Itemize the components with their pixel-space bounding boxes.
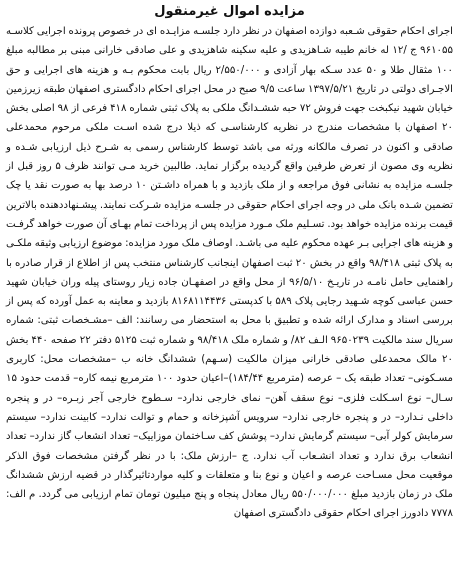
notice-title: مزایده اموال غیرمنقول (154, 4, 305, 19)
notice-body: اجرای احکام حقوقی شـعبه دوازده اصفهان در نظر دارد جلسـه مزایـده ای در خصوص پرونده اجرایی کلاسـه ۹۶۱۰۵۵ ج /۱۲ له خانم طیبه شـاهزیدی و علیه سکینه شاهزیدی و علی صادقی خارانی مبنی بر مطالبه مبلغ ۱۰۰ مثقال طلا و ۵۰ عدد سـکه بهار آزادی و ۲/۵۵۰/۰۰۰ ریال بابت محکوم بـه و هزینه های اجرایی و حق الاجـرای دولتی در تاریخ ۱۳۹۷/۵/۲۱ ساعت ۹/۵ صبح در محل اجرای احکام دادگستری اصفهان طبقه زیرزمین خیابان شهید نیکبخت جهت فروش ۷۲ حبه ششـدانگ ملکی به پلاک ثبتی شماره ۴۱۸ فرعی از ۹۸ اصلی بخش ۲۰ اصفهان با مشخصات مندرج در نظریه کارشناسـی که ذیلا درج شده اسـت ملکی مرحوم محمدعلی صادقی و اکنون در تصرف مالکانه ورثه می باشد توسط کارشناس رسمی به شـرح ذیل ارزیابی شـده و نظریه وی مصون از تعرض طرفین واقع گردیده برگزار نماید. طالبین خرید مـی توانند ظرف ۵ روز قبل از جلسـه مزایده به نشانی فوق مراجعه و از ملک بازدید و با همراه داشـتن ۱۰ درصد بها به صورت نقد یا چک تضمین شـده بانک ملی در وجه اجرای احکام حقوقی در جلسـه مزایده شـرکت نمایند. پیشـنهاددهنده بالاترین قیمت برنده مزایده خواهد بود. تسـلیم ملک مـورد مزایده پس از پرداخت تمام بهـای آن صورت خواهد گرفـت و هزینه های اجرایی بـر عهده محکوم علیه می باشـد. اوصاف ملک مورد مزایده: موضوع ارزیابی وثیقه ملکـی به پلاک ثبتی ۹۸/۴۱۸ واقع در بخش ۲۰ ثبت اصفهان اینجانب کارشناس منتخب پس از اطلاع از قرار صادره با راهنمایی حامل نامـه در تاریـخ ۹۶/۵/۱۰ از محل واقع در اصفهـان جاده زیار روستای پیله وران خیابان شهید حسن عباسی کوچه شـهید رجایی پلاک ۵۸۹ با کدپستی ۸۱۶۸۱۱۴۴۳۶ بازدید و معاینه به عمل آورده که پس از بررسی اسناد و مدارک ارائه شده و تطبیق با محل به استحضار می رسانند: الف –مشـخصات ثبتی: شماره سریال سند مالکیت ۹۶۵۰۲۳۹ الـف ۸۲/ و شماره ملک ۹۸/۴۱۸ و شماره ثبت ۵۱۲۵ دفتر ۲۲ صفحه ۴۴۰ بخش ۲۰ مالک محمدعلی صادقی خارانی میزان مالکیت (سـهم) ششدانگ خانه ب –مشخصات محل: کاربری مسـکونی– تعداد طبقه یک – عرصه (مترمربع ۱۸۴/۴۴)–اعیان حدود ۱۰۰ مترمربع نیمه کاره– قدمت حدود ۱۵ سـال– نوع اسـکلت فلزی– نوع سقف آهن– نمای خارجی ندارد– سـطوح خارجی آجر زبـره– در و پنجره داخلی نـدارد– در و پنجره خارجی ندارد– سرویس آشپزخانه و حمام و توالت ندارد– کابینت ندارد– سیستم سرمایش کولر آبی– سیستم گرمایش ندارد– پوشش کف سـاختمان موزاییک– تعداد انشعاب گاز ندارد– تعداد انشعاب برق ندارد و تعداد انشـعاب آب ندارد. ج –ارزش ملک: با در نظر گرفتن مشخصات فوق الذکر موقعیت محل مسـاحت عرصه و اعیان و نوع بنا و متعلقات و کلیه مواردتاثیرگذار در قضیه ارزش ششدانگ ملک در زمان بازدید مبلغ ۵۵۰/۰۰۰/۰۰۰ ریال معادل پنجاه و پنج میلیون تومان تمام ارزیابی می گردد. م الف: ۷۷۷۸ دادورز اجرای احکام حقوقی دادگستری اصفهان (6, 26, 454, 520)
